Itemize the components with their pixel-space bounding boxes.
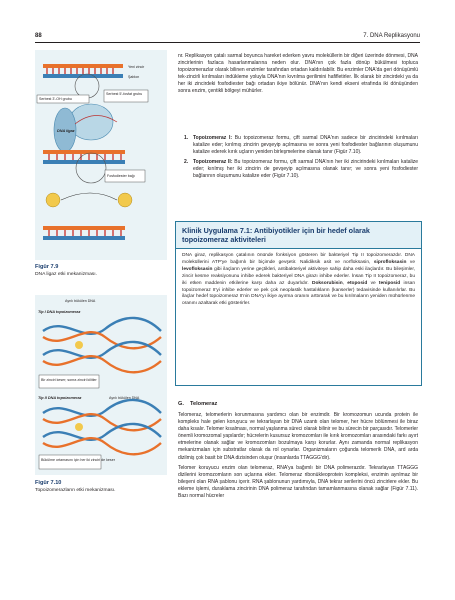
telomerase-paragraph-1: Telomeraz, telomerlerin korunmasına yardımcı olan bir enzimdir. Bir kromozomun ucunda protein ile kompleks hale gelen koruyucu ve tekrarlayan bir DNA uzantı olan telomer, her hücre bölünmesi ile biraz daha kısalır. Telomer kısalması, normal yaşlanma süreci olarak bilinir ve bu sürecin bir parçasıdır. Telomerler önemli kromozomal yapılardır; hücrelerin kusursuz kromozomları ile kırık kromozomları arasındaki farkı ayırt etmelerine olanak sağlar ve kromozomları bozulmaya karşı korurlar. Aynı zamanda normal replikasyon mekanizmaları için substratlar olarak da rol oynarlar. Organizmaların çoğunda telomerik DNA, ard arda dizilmiş çok basit bir DNA dizisinden oluşur (insanlarda TTAGGG'dir). [178, 412, 418, 461]
telomerase-column [178, 412, 418, 503]
figure-7-10-title: Figür 7.10 [35, 480, 62, 486]
figure-7-9-caption [35, 264, 167, 277]
list-item [184, 159, 418, 180]
running-title: 7. DNA Replikasyonu [363, 33, 420, 39]
label-ligase: DNA ligaz [57, 129, 75, 133]
clinical-text-run: , [342, 280, 348, 286]
topoisomerase-list [184, 135, 418, 184]
clinical-text-run: DNA giraz, replikasyon çatalının önünde fonksiyon gösteren bir bakteriyel Tip II topoizomerazdır. DNA moleküllerini ATP'ye bağımlı bir biçimde gevşetir. Nalidiksik asit ve norfloksasin, [182, 253, 415, 265]
intro-paragraph: nr. Replikasyon çatalı sarmal boyunca hareket ederken yavru moleküllerin bir diğeri üzerinde dönmesi, DNA zincirlerinin fazlaca hasarlanmalarına neden olur. DNA'nın çok fazla dönüp bükülmesi topluca topoizomerazlar olarak bilinen enzimler tarafından ortadan kaldırılabilir. Bu enzimler DNA'da geri dönüşümlü tek-zincirli kırılmaları indükleme yoluyla DNA'nın kıvrılma gerilimini hafifletirler. İlk olarak bir zincirdeki ya da her iki zincirdeki fosfodiester bağı ortadan ikiye bölünür. DNA'nın kendi ekseni etrafında iki dönüşünden sonra enzim, çentikli bölgeyi mühürler. [178, 53, 418, 95]
clinical-text-run: insan topoizomeraz II'yi inhibe ederler ve pek çok neoplastik hastalıkların (kanserler) tedavisinde kullanılırlar. Bu ilaçlar hedef topoizomeraz II'nin DNA'yı ikiye ayırma oranını arttırarak ve bu kırılmaların yeniden mühürlenme oranını azaltarak etki gösterirler. [182, 280, 416, 307]
telomerase-paragraph-2: Telomer koruyucu enzim olan telomeraz, RNA'ya bağımlı bir DNA polimerazdır. Tekrarlayan TTAGGG dizilerini kromozomların son uçlarına ekler. Telomeraz ribonükleoprotein kompleksi, enzimin ayrılmaz bir bileşeni olan RNA şablonu içerir. RNA şablonunun yardımıyla, DNA tekrar serilerini öncü zincirlere ekler. Bu ekleme işlemi, duraklama zincirinin DNA polimeraz tarafından tamamlanmasına olanak sağlar (Figür 7.11). Bazı normal hücreler [178, 464, 418, 500]
clinical-text-run: ve [406, 259, 415, 265]
label-opened-dna-top: Ayrılı bükülen DNA [65, 299, 96, 303]
figure-7-9-text: DNA ligaz etki mekanizması. [35, 272, 97, 277]
section-heading [178, 401, 217, 407]
clinical-box-header [176, 222, 421, 249]
label-topo1: Tip I DNA topoizomeraz [38, 310, 81, 314]
figure-7-10-caption [35, 480, 167, 493]
clinical-box-title: Klinik Uygulama 7.1: Antibiyotikler için bir hedef olarak topoizomeraz aktiviteleri [182, 226, 370, 244]
label-opened-dna-bottom: Ayrılı bükülen DNA [109, 396, 140, 400]
label-free-3-oh: Serbest 3'-OH grubu [39, 97, 72, 101]
clinical-box-text [176, 249, 421, 312]
clinical-text-run: gibi ilaçların yerine geçtikleri, antibakteriyel aktiviteye sahip daha eski ilaçlardır. Bu bileşimler, zincir kesme reaksiyonunu inhibe ederek bakteriyel DNA girazı inhibe ederler. İnsan Tip II topoizomeraz, bu iki etken maddenin etkilerine karşı daha az duyarlıdır. [182, 266, 415, 286]
list-item-number: 2. [184, 159, 189, 166]
label-free-5-phosphate: Serbest 5'-fosfat grubu [106, 92, 143, 96]
intro-column [178, 53, 418, 99]
clinical-application-box [175, 221, 422, 386]
section-title: Telomeraz [190, 401, 218, 407]
list-item-term: Topoizomeraz I: [193, 135, 233, 141]
label-topo1-note: Bir zinciri keser; sonra zinciri kilitler [41, 378, 97, 382]
label-new-chain: Yeni zincir [128, 65, 145, 69]
figure-7-10-illustration [35, 295, 167, 475]
figure-7-9-illustration [35, 50, 167, 260]
figure-7-10-text: Topoizomerazların etki mekanizması. [35, 488, 116, 493]
list-item-text: Bu topoizomeraz formu, çift sarmal DNA'nın her iki zincirindeki kırılmaları katalize eder; kırılmış her iki zincirin de gevşeyip açılmasına olanak tanır; ve sonra yeni fosfodiester bağlarının oluşumunu katalize eder (Figür 7.10). [193, 159, 418, 180]
list-item-term: Topoizomeraz II: [193, 159, 233, 166]
list-item [184, 135, 418, 156]
header-rule [35, 42, 420, 43]
figure-7-9-title: Figür 7.9 [35, 264, 59, 270]
list-item-text: Bu topoizomeraz formu, çift sarmal DNA'nın sadece bir zincirindeki kırılmaları katalize eder; kırılmış zincirin gevşeyip açılmasına ve sonra yeni fosfodiester bağlarının oluşumunu katalize ederek kırık uçların yeniden birleşmelerine olanak tanır (Figür 7.10). [193, 135, 419, 156]
drug-name: levofloksasin [182, 266, 213, 272]
page-number: 88 [35, 33, 42, 39]
drug-name: teniposid [378, 280, 401, 286]
label-topo2: Tip II DNA topoizomeraz [38, 396, 82, 400]
drug-name: siprofloksasin [373, 259, 407, 265]
clinical-text-run: ve [367, 280, 379, 286]
drug-name: Doksorubisin [312, 280, 343, 286]
label-topo2-note: Bükülme ortamasını için her iki zinciri de keser [41, 458, 115, 462]
drug-name: etoposid [347, 280, 368, 286]
list-item-number: 1. [184, 135, 189, 141]
label-phosphodiester: Fosfodiester bağı [107, 174, 135, 178]
label-template: Şablon [128, 75, 140, 79]
section-letter: G. [178, 401, 184, 407]
